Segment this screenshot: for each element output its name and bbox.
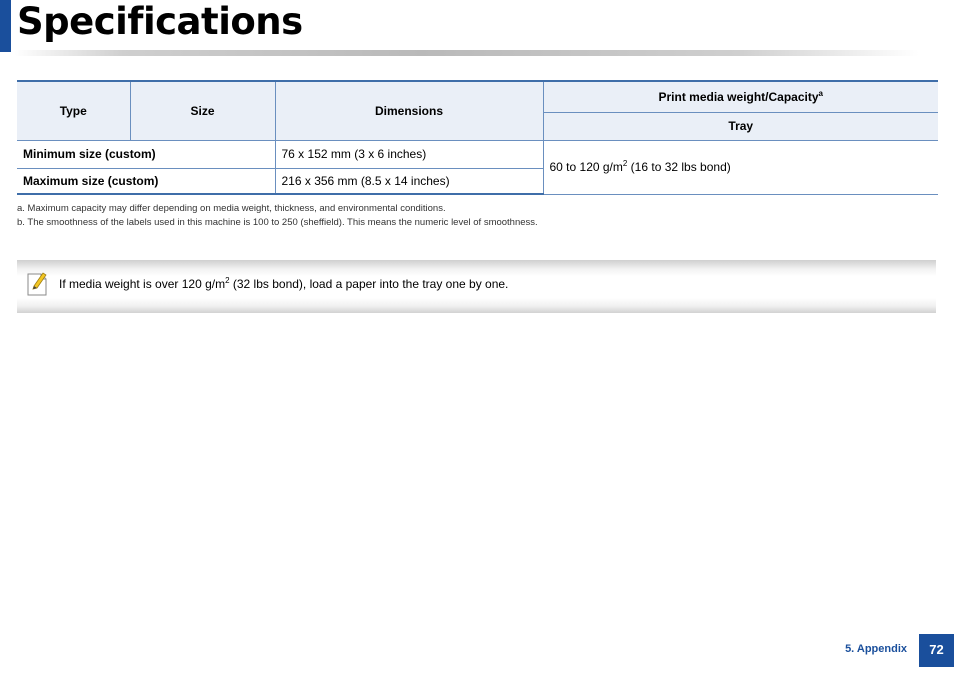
header-accent-bar: [0, 0, 11, 52]
footnote-b: b. The smoothness of the labels used in this machine is 100 to 250 (sheffield). This means the numeric level of smoothness.: [17, 217, 538, 228]
page-title: Specifications: [17, 0, 303, 43]
tray-weight-value: [543, 140, 938, 194]
table-row: [17, 140, 938, 168]
header-weight-capacity: [543, 81, 938, 112]
header-weight-footnote-mark: a: [818, 88, 823, 98]
note-text-before: If media weight is over 120 g/m: [59, 277, 226, 291]
header-type: Type: [17, 81, 130, 140]
specifications-table: [17, 80, 938, 195]
footnotes: [17, 202, 538, 230]
row-dimensions: 76 x 152 mm (3 x 6 inches): [275, 140, 543, 168]
row-label: Minimum size (custom): [17, 140, 275, 168]
header-dimensions: Dimensions: [275, 81, 543, 140]
row-dimensions: 216 x 356 mm (8.5 x 14 inches): [275, 168, 543, 194]
note-pencil-icon: [26, 271, 48, 297]
tray-weight-after: (16 to 32 lbs bond): [627, 160, 731, 174]
header-tray: Tray: [543, 112, 938, 140]
page-number-badge: 72: [919, 634, 954, 667]
note-text-sup: 2: [225, 276, 230, 285]
note-text-after: (32 lbs bond), load a paper into the tray one by one.: [229, 277, 509, 291]
header-weight-label: Print media weight/Capacity: [658, 89, 819, 104]
header-size: Size: [130, 81, 275, 140]
row-label: Maximum size (custom): [17, 168, 275, 194]
tray-weight-before: 60 to 120 g/m: [549, 160, 623, 174]
footnote-a: a. Maximum capacity may differ depending on media weight, thickness, and environmental conditions.: [17, 203, 446, 214]
note-text: [59, 277, 508, 291]
note-box: [17, 260, 936, 313]
footer-section-label: 5. Appendix: [845, 643, 907, 655]
title-divider: [14, 50, 919, 56]
tray-weight-sup: 2: [622, 159, 628, 168]
